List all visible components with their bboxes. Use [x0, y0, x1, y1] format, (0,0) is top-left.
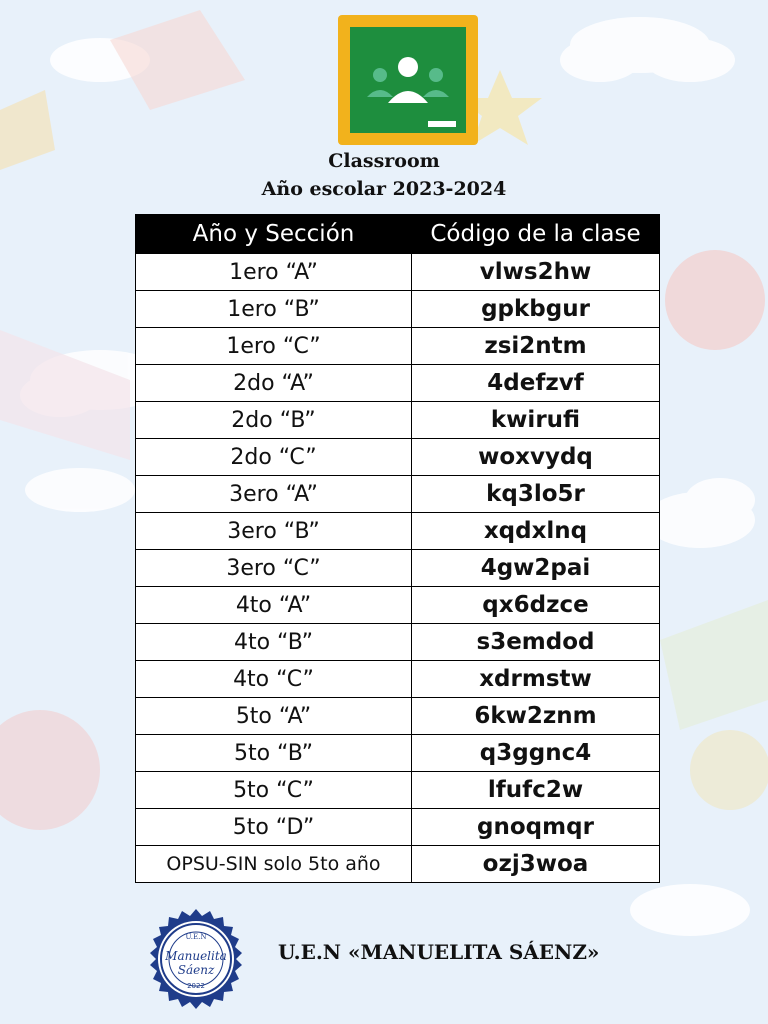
- seal-name-line1: Manuelita: [165, 949, 227, 963]
- class-code-cell: 4defzvf: [412, 365, 660, 402]
- section-cell: 5to “A”: [136, 698, 412, 735]
- class-code-cell: kwirufi: [412, 402, 660, 439]
- table-row: [136, 698, 660, 735]
- section-cell: 2do “A”: [136, 365, 412, 402]
- section-cell: 5to “D”: [136, 809, 412, 846]
- class-codes-table: [135, 214, 660, 883]
- section-cell: 4to “A”: [136, 587, 412, 624]
- section-cell: 1ero “C”: [136, 328, 412, 365]
- class-code-cell: lfufc2w: [412, 772, 660, 809]
- table-row: [136, 476, 660, 513]
- section-cell: 3ero “A”: [136, 476, 412, 513]
- class-code-cell: vlws2hw: [412, 254, 660, 291]
- table-row: [136, 846, 660, 883]
- class-code-cell: xdrmstw: [412, 661, 660, 698]
- table-row: [136, 550, 660, 587]
- page-title: Classroom: [328, 150, 440, 172]
- section-cell: 1ero “B”: [136, 291, 412, 328]
- section-cell: 4to “B”: [136, 624, 412, 661]
- section-cell: 1ero “A”: [136, 254, 412, 291]
- section-cell: 3ero “C”: [136, 550, 412, 587]
- section-cell: 5to “B”: [136, 735, 412, 772]
- table-row: [136, 328, 660, 365]
- table-row: [136, 291, 660, 328]
- class-code-cell: gnoqmqr: [412, 809, 660, 846]
- section-cell: 3ero “B”: [136, 513, 412, 550]
- table-row: [136, 513, 660, 550]
- column-header-code: Código de la clase: [412, 215, 660, 254]
- table-row: [136, 624, 660, 661]
- table-header-row: [136, 215, 660, 254]
- seal-name-line2: Sáenz: [177, 963, 215, 977]
- table-row: [136, 402, 660, 439]
- table-row: [136, 772, 660, 809]
- table-row: [136, 254, 660, 291]
- table-row: [136, 809, 660, 846]
- class-code-cell: qx6dzce: [412, 587, 660, 624]
- table-row: [136, 439, 660, 476]
- section-cell: OPSU-SIN solo 5to año: [136, 846, 412, 883]
- school-year-subtitle: Año escolar 2023-2024: [261, 178, 507, 200]
- school-name: U.E.N «MANUELITA SÁENZ»: [278, 940, 600, 964]
- chalkboard-icon: [350, 27, 466, 133]
- google-classroom-icon: [338, 15, 478, 145]
- column-header-section: Año y Sección: [136, 215, 412, 254]
- section-cell: 5to “C”: [136, 772, 412, 809]
- class-code-cell: ozj3woa: [412, 846, 660, 883]
- table-row: [136, 735, 660, 772]
- seal-top-text: U.E.N: [185, 933, 207, 941]
- section-cell: 4to “C”: [136, 661, 412, 698]
- table-row: [136, 661, 660, 698]
- class-code-cell: 6kw2znm: [412, 698, 660, 735]
- people-icon: [350, 27, 466, 133]
- seal-year: 2022: [187, 982, 205, 990]
- class-code-cell: kq3lo5r: [412, 476, 660, 513]
- table-row: [136, 365, 660, 402]
- class-code-cell: woxvydq: [412, 439, 660, 476]
- class-code-cell: s3emdod: [412, 624, 660, 661]
- class-code-cell: gpkbgur: [412, 291, 660, 328]
- class-code-cell: xqdxlnq: [412, 513, 660, 550]
- table-row: [136, 587, 660, 624]
- class-code-cell: q3ggnc4: [412, 735, 660, 772]
- section-cell: 2do “B”: [136, 402, 412, 439]
- class-code-cell: 4gw2pai: [412, 550, 660, 587]
- class-code-cell: zsi2ntm: [412, 328, 660, 365]
- section-cell: 2do “C”: [136, 439, 412, 476]
- chalk-icon: [428, 121, 456, 127]
- school-seal-icon: [145, 908, 247, 1010]
